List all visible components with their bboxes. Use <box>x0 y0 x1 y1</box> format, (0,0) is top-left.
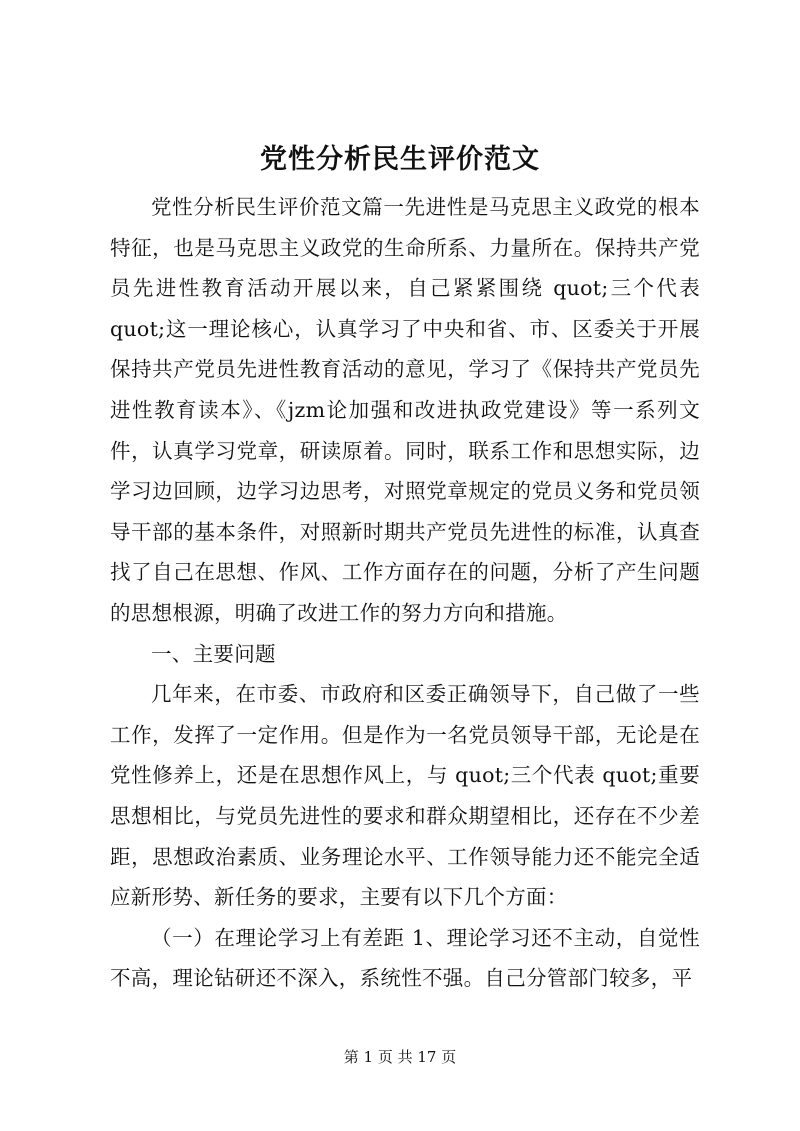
paragraph-theory-study: （一）在理论学习上有差距 1、理论学习还不主动，自觉性不高，理论钻研还不深入，系统性不强。自己分管部门较多，平 <box>110 925 700 991</box>
document-body <box>110 187 700 999</box>
paragraph-intro: 党性分析民生评价范文篇一先进性是马克思主义政党的根本特征，也是马克思主义政党的生命所系、力量所在。保持共产党员先进性教育活动开展以来，自己紧紧围绕 quot;三个代表 quot;这一理论核心，认真学习了中央和省、市、区委关于开展保持共产党员先进性教育活动的意见，学习了《保持共产党员先进性教育读本》、《jzm论加强和改进执政党建设》等一系列文件，认真学习党章，研读原着。同时，联系工作和思想实际，边学习边回顾，边学习边思考，对照党章规定的党员义务和党员领导干部的基本条件，对照新时期共产党员先进性的标准，认真查找了自己在思想、作风、工作方面存在的问题，分析了产生问题的思想根源，明确了改进工作的努力方向和措施。 <box>110 195 700 625</box>
section-heading-main-problems: 一、主要问题 <box>151 641 276 666</box>
paragraph-overview: 几年来，在市委、市政府和区委正确领导下，自己做了一些工作，发挥了一定作用。但是作为一名党员领导干部，无论是在党性修养上，还是在思想作风上，与 quot;三个代表 quot;重要思想相比，与党员先进性的要求和群众期望相比，还存在不少差距，思想政治素质、业务理论水平、工作领导能力还不能完全适应新形势、新任务的要求，主要有以下几个方面： <box>110 682 700 910</box>
document-title: 党性分析民生评价范文 <box>260 144 540 175</box>
page-number-footer: 第 1 页 共 17 页 <box>343 1048 457 1066</box>
